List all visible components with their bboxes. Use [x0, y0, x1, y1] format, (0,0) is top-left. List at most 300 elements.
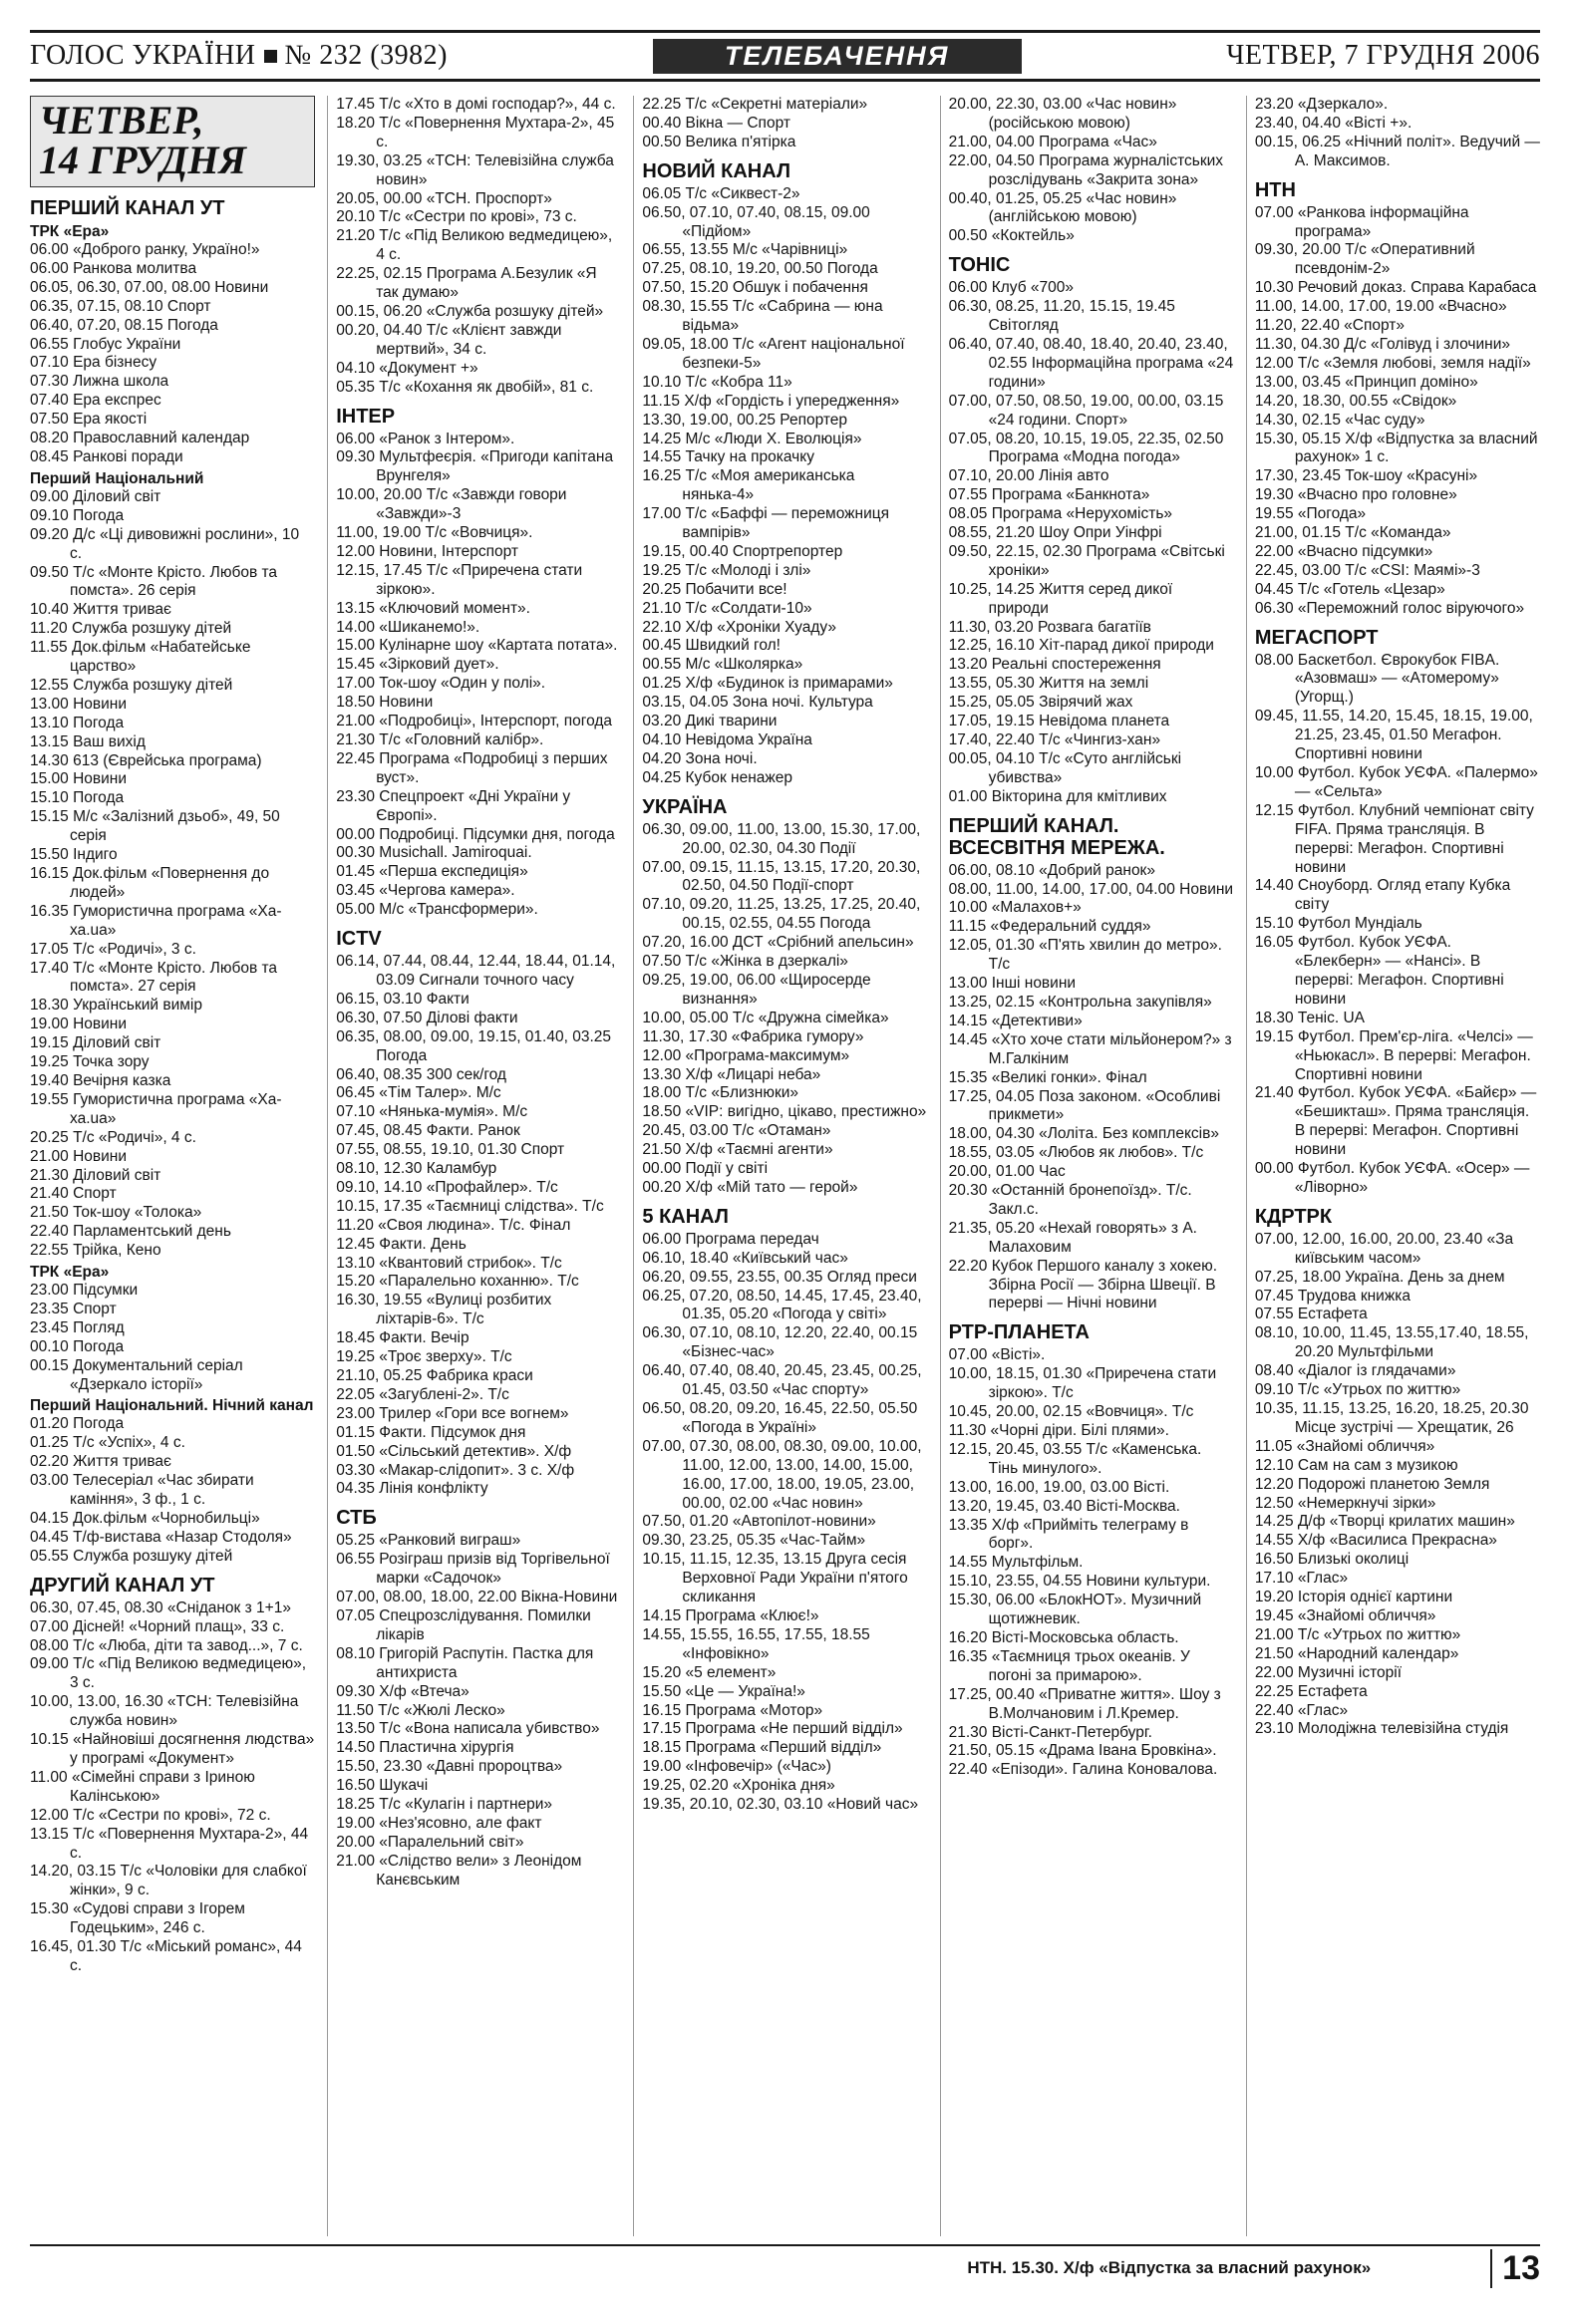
program-listing: 09.50, 22.15, 02.30 Програма «Світські хроніки»: [948, 542, 1225, 579]
channel-heading: 5 КАНАЛ: [642, 1205, 729, 1228]
program-listing: 09.00 Т/с «Під Великою ведмедицею», 3 с.: [30, 1655, 307, 1692]
program-listing: 11.30, 04.30 Д/с «Голівуд і злочини»: [1254, 335, 1510, 353]
program-listing: 21.00 «Подробиці», Інтерспорт, погода: [336, 713, 613, 730]
program-listing: 05.55 Служба розшуку дітей: [30, 1547, 233, 1565]
program-listing: 14.20, 03.15 Т/с «Чоловіки для слабкої жінки», 9 с.: [30, 1863, 307, 1899]
program-listing: 19.15 Діловий світ: [30, 1034, 161, 1052]
program-listing: 10.00 «Малахов+»: [948, 899, 1082, 917]
program-listing: 12.15, 20.45, 03.55 Т/с «Каменська. Тінь минулого».: [948, 1440, 1202, 1477]
program-listing: 15.50 «Це — Україна!»: [642, 1682, 805, 1700]
program-listing: 09.00 Діловий світ: [30, 487, 161, 505]
program-listing: 08.30, 15.55 Т/с «Сабрина — юна відьма»: [642, 298, 883, 335]
program-listing: 21.10 Т/с «Солдати-10»: [642, 599, 812, 617]
program-listing: 00.40, 01.25, 05.25 «Час новин» (англійською мовою): [948, 189, 1177, 226]
program-listing: 00.45 Швидкий гол!: [642, 637, 781, 655]
program-listing: 09.45, 11.55, 14.20, 15.45, 18.15, 19.00, 21.25, 23.45, 01.50 Мегафон. Спортивні новини: [1254, 708, 1533, 763]
program-listing: 22.55 Трійка, Кено: [30, 1242, 161, 1260]
program-listing: 11.15 Х/ф «Гордість і упередження»: [642, 392, 900, 410]
program-listing: 18.45 Факти. Вечір: [336, 1329, 470, 1347]
program-listing: 10.15, 17.35 «Таємниці слідства». Т/с: [336, 1197, 604, 1215]
program-listing: 15.50, 23.30 «Давні пророцтва»: [336, 1758, 563, 1776]
program-listing: 16.45, 01.30 Т/с «Міський романс», 44 с.: [30, 1938, 302, 1974]
program-listing: 12.50 «Немеркнучі зірки»: [1254, 1494, 1436, 1512]
program-listing: 22.25, 02.15 Програма А.Безулик «Я так думаю»: [336, 265, 597, 302]
program-listing: 21.50 Х/ф «Таємні агенти»: [642, 1141, 833, 1159]
program-listing: 08.40 «Діалог із глядачами»: [1254, 1362, 1456, 1380]
program-listing: 19.20 Історія однієї картини: [1254, 1589, 1453, 1606]
program-listing: 06.45 «Тім Талер». М/с: [336, 1084, 501, 1102]
program-listing: 07.55 Програма «Банкнота»: [948, 486, 1150, 504]
program-listing: 07.40 Ера експрес: [30, 392, 161, 410]
program-listing: 11.30 «Чорні діри. Білі плями».: [948, 1422, 1169, 1439]
program-listing: 04.45 Т/с «Готель «Цезар»: [1254, 580, 1445, 598]
program-listing: 17.25, 00.40 «Приватне життя». Шоу з В.Молчановим і Л.Кремер.: [948, 1685, 1221, 1722]
program-listing: 23.30 Спецпроект «Дні України у Європі».: [336, 787, 571, 824]
channel-heading: МЕГАСПОРТ: [1254, 626, 1379, 649]
program-listing: 07.00, 12.00, 16.00, 20.00, 23.40 «За київським часом»: [1254, 1230, 1514, 1267]
program-listing: 15.30, 05.15 Х/ф «Відпустка за власний рахунок» 1 с.: [1254, 430, 1538, 466]
program-listing: 04.25 Кубок ненажер: [642, 768, 793, 786]
program-listing: 11.00 «Сімейні справи з Іриною Калінською»: [30, 1768, 255, 1805]
program-listing: 12.00 Т/с «Земля любові, земля надії»: [1254, 354, 1531, 372]
program-listing: 16.25 Т/с «Моя американська нянька-4»: [642, 467, 855, 504]
channel-heading: СТБ: [336, 1507, 377, 1530]
program-listing: 14.25 М/с «Люди Х. Еволюція»: [642, 430, 862, 447]
program-listing: 16.35 Гумористична програма «Ха-ха.ua»: [30, 902, 282, 939]
program-listing: 15.10, 23.55, 04.55 Новини культури.: [948, 1573, 1211, 1591]
program-listing: 05.00 М/с «Трансформери».: [336, 901, 538, 919]
program-listing: 16.20 Вісті-Московська область.: [948, 1628, 1179, 1646]
program-listing: 12.55 Служба розшуку дітей: [30, 676, 233, 694]
program-listing: 07.00 «Ранкова інформаційна програма»: [1254, 203, 1469, 240]
program-listing: 21.00, 04.00 Програма «Час»: [948, 133, 1157, 150]
program-listing: 20.00, 22.30, 03.00 «Час новин» (російською мовою): [948, 96, 1177, 132]
program-listing: 19.25 Т/с «Молоді і злі»: [642, 561, 811, 579]
program-listing: 14.55 Мультфільм.: [948, 1554, 1084, 1572]
program-listing: 10.00, 13.00, 16.30 «ТСН: Телевізійна служба новин»: [30, 1693, 299, 1730]
program-listing: 20.25 Т/с «Родичі», 4 с.: [30, 1128, 196, 1146]
broadcaster-subheading: ТРК «Ера»: [30, 1264, 110, 1282]
program-listing: 08.10, 10.00, 11.45, 13.55,17.40, 18.55, 20.20 Мультфільми: [1254, 1324, 1529, 1361]
program-listing: 07.30 Лижна школа: [30, 373, 169, 391]
program-listing: 15.25, 05.05 Звірячий жах: [948, 694, 1133, 712]
program-listing: 06.40, 07.40, 08.40, 18.40, 20.40, 23.40, 02.55 Інформаційна програма «24 години»: [948, 335, 1234, 391]
channel-heading: УКРАЇНА: [642, 795, 728, 818]
program-listing: 13.00 Інші новини: [948, 975, 1077, 993]
program-listing: 21.30 Т/с «Головний калібр».: [336, 731, 544, 748]
program-listing: 13.30, 19.00, 00.25 Репортер: [642, 411, 848, 429]
program-listing: 06.30, 07.50 Ділові факти: [336, 1009, 518, 1026]
section-title: ТЕЛЕБАЧЕННЯ: [653, 39, 1022, 74]
program-listing: 07.55, 08.55, 19.10, 01.30 Спорт: [336, 1141, 565, 1159]
program-listing: 11.30, 17.30 «Фабрика гумору»: [642, 1027, 864, 1045]
program-listing: 06.00 Ранкова молитва: [30, 259, 197, 277]
program-listing: 21.00 «Слідство вели» з Леонідом Канєвським: [336, 1852, 582, 1888]
program-listing: 16.15 Док.фільм «Повернення до людей»: [30, 865, 270, 901]
program-listing: 22.00 Музичні історії: [1254, 1663, 1403, 1681]
program-listing: 13.30 Х/ф «Лицарі неба»: [642, 1065, 821, 1083]
program-listing: 21.00, 01.15 Т/с «Команда»: [1254, 524, 1451, 542]
broadcaster-subheading: Перший Національний. Нічний канал: [30, 1397, 314, 1415]
program-listing: 20.00, 01.00 Час: [948, 1163, 1066, 1181]
program-listing: 07.00, 07.30, 08.00, 08.30, 09.00, 10.00, 11.00, 12.00, 13.00, 14.00, 15.00, 16.00, 17.00, 18.00, 19.05, 23.00, 00.00, 02.00 «Час новин»: [642, 1437, 922, 1512]
program-listing: 07.00 Дісней! «Чорний плащ», 33 с.: [30, 1617, 285, 1635]
program-listing: 18.30 Український вимір: [30, 997, 202, 1015]
program-listing: 07.50, 15.20 Обшук і побачення: [642, 279, 868, 297]
program-listing: 23.40, 04.40 «Вісті +».: [1254, 114, 1413, 132]
program-listing: 17.00 Т/с «Баффі — переможниця вампірів»: [642, 505, 890, 542]
program-listing: 21.30 Діловий світ: [30, 1166, 161, 1184]
program-listing: 22.40 Парламентський день: [30, 1223, 231, 1241]
masthead: [30, 30, 1540, 82]
program-listing: 18.00, 04.30 «Лоліта. Без комплексів»: [948, 1125, 1219, 1143]
program-listing: 21.50, 05.15 «Драма Івана Бровкіна».: [948, 1742, 1217, 1760]
program-listing: 05.25 «Ранковий виграш»: [336, 1532, 521, 1550]
program-listing: 07.00, 07.50, 08.50, 19.00, 00.00, 03.15 «24 години. Спорт»: [948, 392, 1224, 429]
program-listing: 20.30 «Останній бронепоїзд». Т/с. Закл.с.: [948, 1182, 1192, 1218]
program-listing: 14.40 Сноуборд. Огляд етапу Кубка світу: [1254, 877, 1511, 914]
program-listing: 11.30, 03.20 Розвага багатіїв: [948, 618, 1151, 636]
program-listing: 19.00 Новини: [30, 1016, 128, 1033]
program-listing: 08.00 Баскетбол. Єврокубок FIBA. «Азовмаш» — «Атомерому» (Угорщ.): [1254, 651, 1500, 707]
program-listing: 20.25 Побачити все!: [642, 580, 787, 598]
program-listing: 22.10 Х/ф «Хроніки Хуаду»: [642, 618, 836, 636]
program-listing: 10.00 Футбол. Кубок УЄФА. «Палермо» — «Сельта»: [1254, 764, 1538, 800]
program-listing: 12.15, 17.45 Т/с «Приречена стати зіркою».: [336, 561, 583, 598]
program-listing: 19.35, 20.10, 02.30, 03.10 «Новий час»: [642, 1796, 919, 1814]
program-listing: 06.00 «Ранок з Інтером».: [336, 430, 515, 447]
program-listing: 06.50, 08.20, 09.20, 16.45, 22.50, 05.50 «Погода в Україні»: [642, 1400, 918, 1436]
program-listing: 01.00 Вікторина для кмітливих: [948, 787, 1167, 805]
program-listing: 00.00 Події у світі: [642, 1160, 769, 1178]
program-listing: 00.40 Вікна — Спорт: [642, 114, 790, 132]
program-listing: 18.50 Новини: [336, 694, 434, 712]
program-listing: 17.15 Програма «Не перший відділ»: [642, 1720, 903, 1738]
program-listing: 06.30, 07.45, 08.30 «Сніданок з 1+1»: [30, 1598, 291, 1616]
program-listing: 07.10, 09.20, 11.25, 13.25, 17.25, 20.40, 00.15, 02.55, 04.55 Погода: [642, 896, 921, 933]
program-listing: 07.00 «Вісті».: [948, 1346, 1046, 1364]
program-listing: 00.30 Musichall. Jamiroquai.: [336, 844, 532, 862]
program-listing: 06.30, 08.25, 11.20, 15.15, 19.45 Світогляд: [948, 298, 1175, 335]
program-listing: 16.05 Футбол. Кубок УЄФА. «Блекберн» — «Нансі». В перерві: Мегафон. Спортивні новини: [1254, 934, 1504, 1008]
program-listing: 15.30, 06.00 «БлокНОТ». Музичний щотижневик.: [948, 1592, 1202, 1628]
program-listing: 10.30 Речовий доказ. Справа Карабаса: [1254, 279, 1537, 297]
program-listing: 20.00 «Паралельний світ»: [336, 1833, 524, 1851]
program-listing: 17.05, 19.15 Невідома планета: [948, 713, 1170, 730]
program-listing: 06.40, 07.20, 08.15 Погода: [30, 316, 218, 334]
program-listing: 09.30 Х/ф «Втеча»: [336, 1682, 470, 1700]
channel-heading: ICTV: [336, 928, 382, 951]
program-listing: 06.00 Програма передач: [642, 1230, 819, 1248]
program-listing: 22.45, 03.00 Т/с «CSI: Маямі»-3: [1254, 561, 1480, 579]
program-listing: 22.40 «Епізоди». Галина Коновалова.: [948, 1761, 1218, 1779]
program-listing: 05.35 Т/с «Кохання як двобій», 81 с.: [336, 378, 594, 396]
program-listing: 13.35 Х/ф «Прийміть телеграму в борг».: [948, 1516, 1189, 1553]
program-listing: 11.20, 22.40 «Спорт»: [1254, 317, 1405, 335]
program-listing: 06.05, 06.30, 07.00, 08.00 Новини: [30, 278, 269, 296]
listing-column-4: [940, 96, 1234, 2236]
program-listing: 11.00, 14.00, 17.00, 19.00 «Вчасно»: [1254, 298, 1507, 316]
program-listing: 04.45 Т/ф-вистава «Назар Стодоля»: [30, 1528, 292, 1546]
program-listing: 16.35 «Таємниця трьох океанів. У погоні за примарою».: [948, 1647, 1190, 1684]
column-body: [1255, 96, 1540, 1739]
program-listing: 09.10, 14.10 «Профайлер». Т/с: [336, 1178, 558, 1196]
program-listing: 12.00 Новини, Інтерспорт: [336, 542, 519, 560]
program-listing: 11.05 «Знайомі обличчя»: [1254, 1437, 1435, 1455]
program-listing: 06.30 «Переможний голос віруючого»: [1254, 599, 1525, 617]
program-listing: 14.20, 18.30, 00.55 «Свідок»: [1254, 392, 1457, 410]
program-listing: 07.10 Ера бізнесу: [30, 354, 157, 372]
program-listing: 13.15 Ваш вихід: [30, 732, 146, 750]
program-listing: 12.10 Сам на сам з музикою: [1254, 1456, 1458, 1474]
program-listing: 14.15 Програма «Клює!»: [642, 1606, 819, 1624]
program-listing: 15.50 Індиго: [30, 846, 118, 864]
program-listing: 07.25, 08.10, 19.20, 00.50 Погода: [642, 260, 878, 278]
program-listing: 00.55 М/с «Школярка»: [642, 656, 803, 674]
square-bullet-icon: [264, 50, 277, 63]
program-listing: 11.20 «Своя людина». Т/с. Фінал: [336, 1216, 571, 1234]
program-listing: 17.05 Т/с «Родичі», 3 с.: [30, 940, 196, 958]
channel-heading: РТР-ПЛАНЕТА: [948, 1321, 1090, 1344]
program-listing: 00.10 Погода: [30, 1337, 125, 1355]
program-listing: 19.55 «Погода»: [1254, 505, 1367, 523]
program-listing: 07.10, 20.00 Лінія авто: [948, 467, 1109, 485]
program-listing: 06.55, 13.55 М/с «Чарівниці»: [642, 241, 848, 259]
program-listing: 14.15 «Детективи»: [948, 1012, 1083, 1029]
program-listing: 03.45 «Чергова камера».: [336, 882, 515, 900]
program-listing: 06.10, 18.40 «Київський час»: [642, 1249, 848, 1267]
page-footer: [30, 2244, 1540, 2290]
program-listing: 00.15, 06.25 «Нічний політ». Ведучий — А. Максимов.: [1254, 133, 1540, 169]
program-listing: 19.55 Гумористична програма «Ха-ха.ua»: [30, 1090, 282, 1127]
program-listing: 09.10 Погода: [30, 506, 125, 524]
program-listing: 17.10 «Глас»: [1254, 1570, 1349, 1588]
program-listing: 23.00 Трилер «Гори все вогнем»: [336, 1404, 569, 1422]
program-listing: 23.00 Підсумки: [30, 1282, 139, 1300]
program-listing: 07.10 «Нянька-мумія». М/с: [336, 1103, 528, 1121]
channel-heading: ДРУГИЙ КАНАЛ УТ: [30, 1574, 215, 1597]
program-listing: 12.20 Подорожі планетою Земля: [1254, 1475, 1490, 1493]
program-listing: 17.45 Т/с «Хто в домі господар?», 44 с.: [336, 96, 616, 113]
program-listing: 03.00 Телесеріал «Час збирати каміння», 3 ф., 1 с.: [30, 1472, 254, 1509]
program-listing: 11.55 Док.фільм «Набатейське царство»: [30, 639, 251, 676]
listing-column-2: [327, 96, 621, 2236]
program-listing: 13.50 Т/с «Вона написала убивство»: [336, 1720, 600, 1738]
day-heading: [30, 96, 315, 187]
program-listing: 21.50 «Народний календар»: [1254, 1644, 1459, 1662]
program-listing: 14.30 613 (Єврейська програма): [30, 751, 262, 769]
program-listing: 10.15, 11.15, 12.35, 13.15 Друга сесія Верховної Ради України п'ятого скликання: [642, 1551, 908, 1606]
program-listing: 09.50 Т/с «Монте Крісто. Любов та помста». 26 серія: [30, 563, 278, 600]
program-listing: 06.50, 07.10, 07.40, 08.15, 09.00 «Підйом»: [642, 203, 870, 240]
program-listing: 19.00 «Нез'ясовно, але факт: [336, 1814, 542, 1832]
channel-heading: КДРТРК: [1254, 1205, 1333, 1228]
program-listing: 07.55 Естафета: [1254, 1306, 1368, 1323]
masthead-left: [30, 40, 448, 72]
program-listing: 04.15 Док.фільм «Чорнобильці»: [30, 1510, 260, 1527]
program-listing: 06.35, 08.00, 09.00, 19.15, 01.40, 03.25 Погода: [336, 1027, 611, 1064]
program-listing: 08.00 Т/с «Люба, діти та завод...», 7 с.: [30, 1636, 303, 1654]
program-listing: 13.10 «Квантовий стрибок». Т/с: [336, 1254, 562, 1272]
program-listing: 00.15 Документальний серіал «Дзеркало історії»: [30, 1356, 243, 1393]
program-listing: 15.35 «Великі гонки». Фінал: [948, 1068, 1147, 1086]
program-listing: 16.50 Близькі околиці: [1254, 1551, 1410, 1569]
program-listing: 17.25, 04.05 Поза законом. «Особливі прикмети»: [948, 1087, 1221, 1124]
channel-heading: ТОНІС: [948, 254, 1011, 277]
program-listing: 10.25, 14.25 Життя серед дикої природи: [948, 580, 1173, 617]
program-listing: 10.00, 18.15, 01.30 «Приречена стати зіркою». Т/с: [948, 1365, 1217, 1402]
program-listing: 08.05 Програма «Нерухомість»: [948, 505, 1173, 523]
program-listing: 13.10 Погода: [30, 714, 125, 731]
program-listing: 19.25 Точка зору: [30, 1053, 150, 1071]
program-listing: 09.05, 18.00 Т/с «Агент національної безпеки-5»: [642, 335, 905, 372]
broadcaster-subheading: Перший Національний: [30, 469, 204, 487]
footer-teaser: НТН. 15.30. Х/ф «Відпустка за власний рахунок»: [967, 2258, 1372, 2277]
day-heading-weekday: ЧЕТВЕР,: [39, 98, 204, 143]
program-listing: 00.20, 04.40 Т/с «Клієнт завжди мертвий», 34 с.: [336, 321, 562, 358]
program-listing: 07.00, 08.00, 18.00, 22.00 Вікна-Новини: [336, 1589, 618, 1606]
program-listing: 11.00, 19.00 Т/с «Вовчиця».: [336, 524, 533, 542]
program-listing: 22.25 Т/с «Секретні матеріали»: [642, 96, 868, 113]
program-listing: 20.05, 00.00 «ТСН. Проспорт»: [336, 189, 552, 207]
program-listing: 10.10 Т/с «Кобра 11»: [642, 373, 792, 391]
program-listing: 16.50 Шукачі: [336, 1777, 429, 1795]
program-listing: 13.00, 16.00, 19.00, 03.00 Вісті.: [948, 1478, 1170, 1496]
program-listing: 00.50 Велика п'ятірка: [642, 133, 796, 150]
program-listing: 14.30, 02.15 «Час суду»: [1254, 411, 1425, 429]
program-listing: 09.20 Д/с «Ці дивовижні рослини», 10 с.: [30, 525, 300, 562]
program-listing: 19.45 «Знайомі обличчя»: [1254, 1606, 1436, 1624]
broadcaster-subheading: ТРК «Ера»: [30, 223, 110, 240]
program-listing: 07.00, 09.15, 11.15, 13.15, 17.20, 20.30, 02.50, 04.50 Події-спорт: [642, 858, 921, 895]
channel-heading: ПЕРШИЙ КАНАЛ. ВСЕСВІТНЯ МЕРЕЖА.: [948, 814, 1165, 859]
program-listing: 17.00 Ток-шоу «Один у полі».: [336, 675, 546, 693]
program-listing: 00.05, 04.10 Т/с «Суто англійські убивства»: [948, 749, 1182, 786]
program-listing: 07.20, 16.00 ДСТ «Срібний апельсин»: [642, 934, 914, 952]
program-listing: 19.25 «Троє зверху». Т/с: [336, 1348, 512, 1366]
program-listing: 18.20 Т/с «Повернення Мухтара-2», 45 с.: [336, 114, 615, 150]
program-listing: 19.00 «Інфовечір» («Час»): [642, 1758, 831, 1776]
program-listing: 00.00 Футбол. Кубок УЄФА. «Осер» — «Ліворно»: [1254, 1160, 1530, 1196]
program-listing: 15.10 Погода: [30, 789, 125, 807]
program-listing: 15.15 М/с «Залізний дзьоб», 49, 50 серія: [30, 808, 280, 845]
page-number: 13: [1490, 2249, 1540, 2288]
program-listing: 07.50 Ера якості: [30, 411, 148, 429]
program-listing: 17.40, 22.40 Т/с «Чингиз-хан»: [948, 731, 1161, 748]
program-listing: 00.20 Х/ф «Мій тато — герой»: [642, 1178, 858, 1196]
program-listing: 06.14, 07.44, 08.44, 12.44, 18.44, 01.14, 03.09 Сигнали точного часу: [336, 953, 616, 989]
program-listing: 10.00, 20.00 Т/с «Завжди говори «Завжди»-3: [336, 486, 567, 523]
program-listing: 12.25, 16.10 Хіт-парад дикої природи: [948, 637, 1214, 655]
column-body: [949, 96, 1234, 1780]
program-listing: 13.15 «Ключовий момент».: [336, 599, 530, 617]
program-listing: 22.40 «Глас»: [1254, 1701, 1349, 1719]
program-listing: 21.30 Вісті-Санкт-Петербург.: [948, 1723, 1152, 1741]
program-listing: 04.10 Невідома Україна: [642, 731, 812, 748]
program-listing: 15.00 Кулінарне шоу «Картата потата».: [336, 637, 618, 655]
program-listing: 13.15 Т/с «Повернення Мухтара-2», 44 с.: [30, 1825, 309, 1862]
column-body: [336, 96, 621, 1890]
program-listing: 07.50, 01.20 «Автопілот-новини»: [642, 1513, 876, 1531]
program-listing: 00.00 Подробиці. Підсумки дня, погода: [336, 825, 615, 843]
program-listing: 16.30, 19.55 «Вулиці розбитих ліхтарів-6». Т/с: [336, 1292, 552, 1328]
program-listing: 15.10 Футбол Мундіаль: [1254, 915, 1422, 933]
program-listing: 23.45 Погляд: [30, 1318, 125, 1336]
channel-heading: ПЕРШИЙ КАНАЛ УТ: [30, 197, 225, 219]
program-listing: 13.20, 19.45, 03.40 Вісті-Москва.: [948, 1497, 1180, 1515]
program-listing: 21.00 Т/с «Утрьох по життю»: [1254, 1625, 1461, 1643]
program-listing: 15.45 «Зірковий дует».: [336, 656, 499, 674]
issue-number: № 232 (3982): [284, 40, 448, 71]
channel-heading: ІНТЕР: [336, 405, 396, 428]
program-listing: 12.05, 01.30 «П'ять хвилин до метро». Т/с: [948, 937, 1222, 974]
program-listing: 15.20 «Паралельно коханню». Т/с: [336, 1273, 579, 1291]
program-listing: 19.15 Футбол. Прем'єр-ліга. «Челсі» — «Ньюкасл». В перерві: Мегафон. Спортивні новини: [1254, 1027, 1533, 1083]
program-listing: 10.40 Життя триває: [30, 601, 171, 619]
program-listing: 06.55 Глобус України: [30, 335, 181, 353]
program-listing: 18.25 Т/с «Кулагін і партнери»: [336, 1796, 553, 1814]
program-listing: 11.20 Служба розшуку дітей: [30, 620, 232, 638]
issue-date: ЧЕТВЕР, 7 ГРУДНЯ 2006: [1226, 40, 1540, 71]
program-listing: 14.55, 15.55, 16.55, 17.55, 18.55 «Інфовікно»: [642, 1625, 870, 1662]
program-listing: 13.55, 05.30 Життя на землі: [948, 675, 1149, 693]
channel-heading: НОВИЙ КАНАЛ: [642, 159, 790, 182]
program-listing: 08.10 Григорій Распутін. Пастка для антихриста: [336, 1644, 594, 1681]
program-listing: 01.25 Х/ф «Будинок із примарами»: [642, 675, 893, 693]
program-listing: 08.10, 12.30 Каламбур: [336, 1160, 497, 1178]
program-listing: 18.15 Програма «Перший відділ»: [642, 1739, 882, 1757]
program-listing: 16.15 Програма «Мотор»: [642, 1701, 823, 1719]
channel-heading: НТН: [1254, 178, 1296, 201]
program-listing: 18.50 «VIP: вигідно, цікаво, престижно»: [642, 1103, 927, 1121]
program-listing: 09.25, 19.00, 06.00 «Щиросерде визнання»: [642, 971, 871, 1008]
program-listing: 11.50 Т/с «Жюлі Леско»: [336, 1701, 505, 1719]
newspaper-name: ГОЛОС УКРАЇНИ: [30, 40, 256, 71]
program-listing: 23.20 «Дзеркало».: [1254, 96, 1389, 113]
program-listing: 22.00 «Вчасно підсумки»: [1254, 542, 1433, 560]
program-listing: 21.50 Ток-шоу «Толока»: [30, 1204, 202, 1222]
program-listing: 22.20 Кубок Першого каналу з хокею. Збірна Росії — Збірна Швеції. В перерві — Нічні новини: [948, 1257, 1218, 1312]
program-listing: 01.15 Факти. Підсумок дня: [336, 1423, 526, 1441]
program-listing: 13.00 Новини: [30, 695, 128, 713]
program-listing: 15.00 Новини: [30, 770, 128, 788]
program-listing: 18.55, 03.05 «Любов як любов». Т/с: [948, 1144, 1204, 1162]
program-listing: 06.40, 08.35 300 сек/год: [336, 1065, 506, 1083]
listing-column-3: [633, 96, 927, 2236]
program-listing: 20.45, 03.00 Т/с «Отаман»: [642, 1122, 831, 1140]
program-listing: 03.20 Дикі тварини: [642, 713, 778, 730]
program-listing: 07.05, 08.20, 10.15, 19.05, 22.35, 02.50 Програма «Модна погода»: [948, 430, 1224, 466]
program-listing: 10.35, 11.15, 13.25, 16.20, 18.25, 20.30 Місце зустрічі — Хрещатик, 26: [1254, 1400, 1529, 1436]
program-listing: 07.45 Трудова книжка: [1254, 1287, 1411, 1305]
program-listing: 06.20, 09.55, 23.55, 00.35 Огляд преси: [642, 1268, 917, 1286]
program-listing: 00.15, 06.20 «Служба розшуку дітей»: [336, 302, 604, 320]
program-listing: 09.30, 20.00 Т/с «Оперативний псевдонім-2»: [1254, 241, 1475, 278]
program-listing: 14.25 Д/ф «Творці крилатих машин»: [1254, 1513, 1515, 1531]
program-listing: 14.00 «Шиканемо!».: [336, 618, 480, 636]
program-listing: 21.20 Т/с «Під Великою ведмедицею», 4 с.: [336, 227, 613, 264]
program-listing: 11.15 «Федеральний суддя»: [948, 918, 1151, 936]
column-body: [642, 96, 927, 1815]
program-listing: 09.30, 23.25, 05.35 «Час-Тайм»: [642, 1532, 866, 1550]
program-listing: 12.15 Футбол. Клубний чемпіонат світу FIFA. Пряма трансляція. В перерві: Мегафон. Спортивні новини: [1254, 801, 1534, 876]
program-listing: 21.35, 05.20 «Нехай говорять» з А. Малаховим: [948, 1219, 1197, 1256]
program-listing: 12.00 «Програма-максимум»: [642, 1046, 850, 1064]
program-listing: 04.10 «Документ +»: [336, 359, 478, 377]
program-listing: 00.50 «Коктейль»: [948, 227, 1075, 245]
program-listing: 21.00 Новини: [30, 1147, 128, 1165]
program-listing: 01.20 Погода: [30, 1415, 125, 1433]
